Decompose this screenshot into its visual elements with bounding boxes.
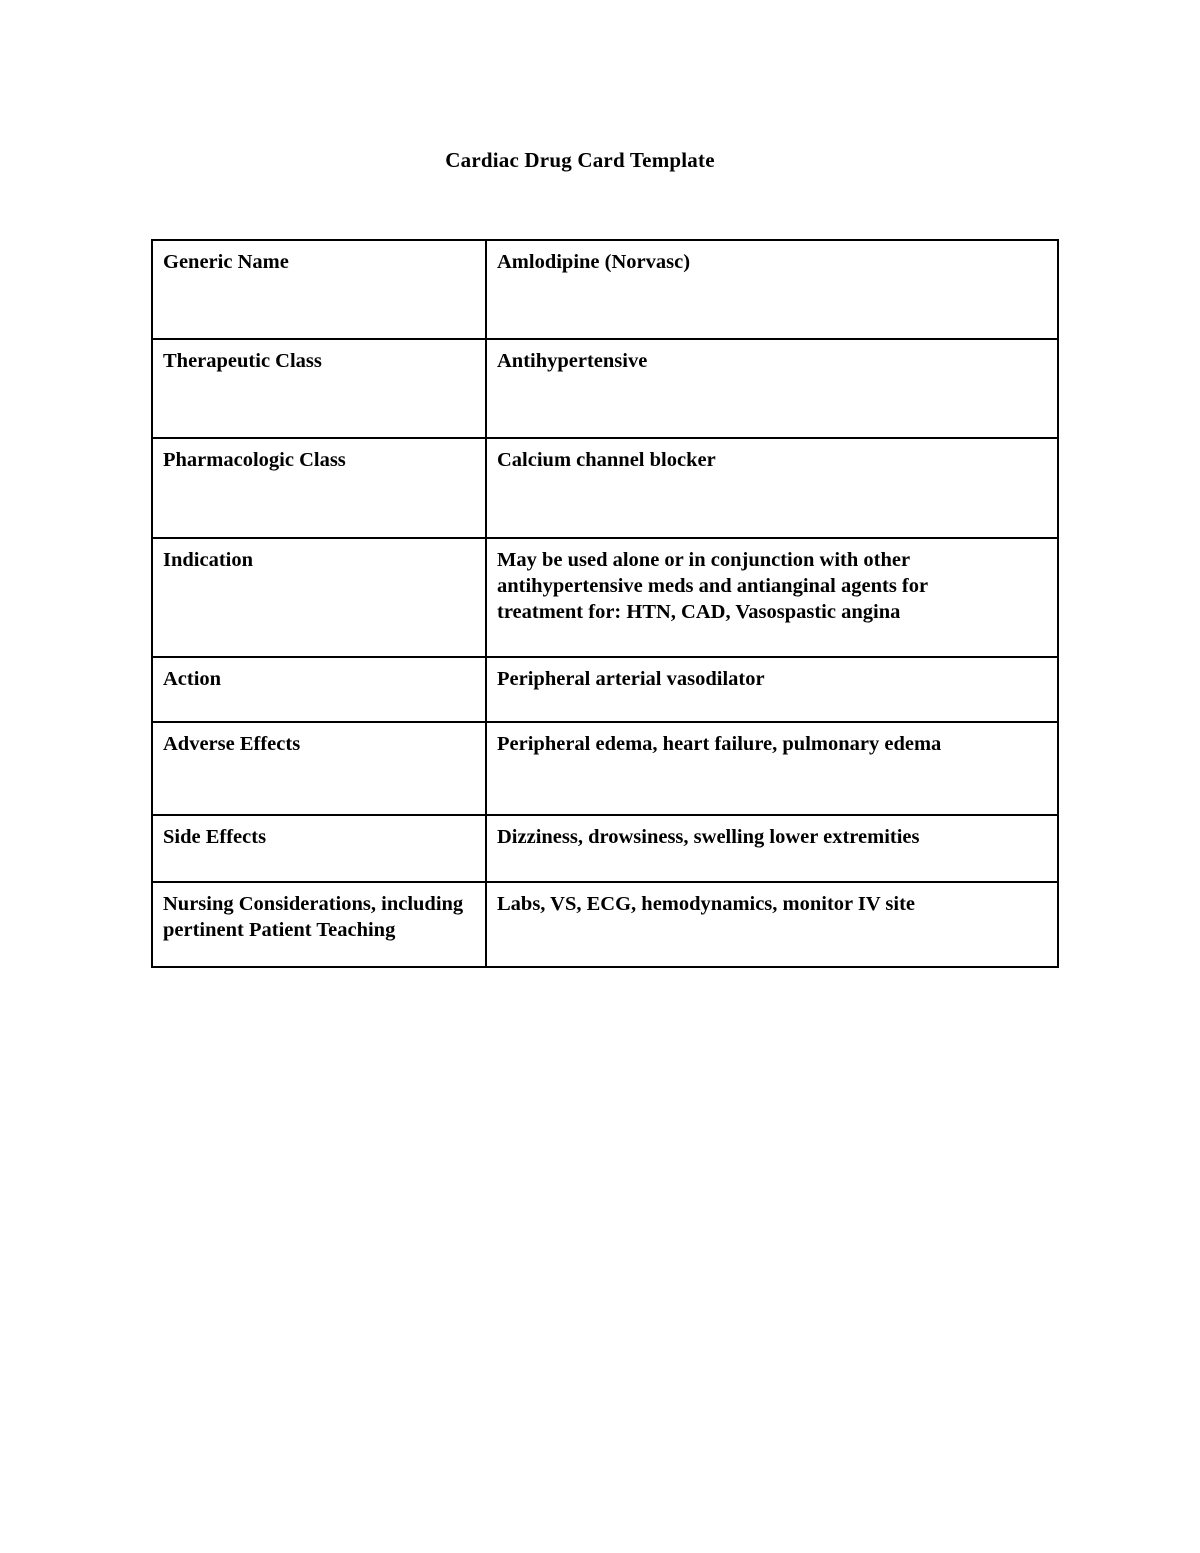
- row-label-adverse-effects: Adverse Effects: [152, 722, 486, 815]
- row-value-action: Peripheral arterial vasodilator: [486, 657, 1058, 722]
- table-row: [152, 339, 1058, 438]
- table-row: [152, 438, 1058, 538]
- table-row: [152, 815, 1058, 882]
- table-row: [152, 657, 1058, 722]
- row-value-indication: May be used alone or in conjunction with other antihypertensive meds and antianginal agents for treatment for: HTN, CAD, Vasospastic angina: [486, 538, 1058, 657]
- row-value-therapeutic-class: Antihypertensive: [486, 339, 1058, 438]
- page-title: Cardiac Drug Card Template: [445, 148, 715, 172]
- row-label-side-effects: Side Effects: [152, 815, 486, 882]
- row-label-nursing-considerations: Nursing Considerations, including pertinent Patient Teaching: [152, 882, 486, 967]
- row-label-pharmacologic-class: Pharmacologic Class: [152, 438, 486, 538]
- drug-card-table: [151, 239, 1059, 968]
- table-row: [152, 722, 1058, 815]
- row-value-side-effects: Dizziness, drowsiness, swelling lower extremities: [486, 815, 1058, 882]
- row-label-indication: Indication: [152, 538, 486, 657]
- row-label-action: Action: [152, 657, 486, 722]
- row-value-nursing-considerations: Labs, VS, ECG, hemodynamics, monitor IV site: [486, 882, 1058, 967]
- row-value-pharmacologic-class: Calcium channel blocker: [486, 438, 1058, 538]
- table-row: [152, 538, 1058, 657]
- table-row: [152, 240, 1058, 339]
- row-value-generic-name: Amlodipine (Norvasc): [486, 240, 1058, 339]
- row-label-therapeutic-class: Therapeutic Class: [152, 339, 486, 438]
- row-value-adverse-effects: Peripheral edema, heart failure, pulmonary edema: [486, 722, 1058, 815]
- row-label-generic-name: Generic Name: [152, 240, 486, 339]
- table-row: [152, 882, 1058, 967]
